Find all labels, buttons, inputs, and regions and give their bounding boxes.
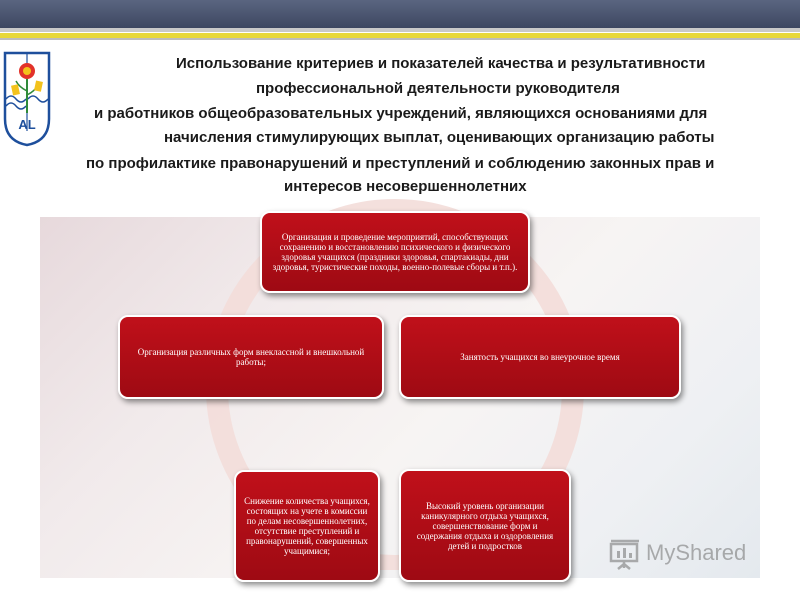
title-line-2: профессиональной деятельности руководителя [256,80,620,97]
title-line-4: начисления стимулирующих выплат, оценивающих организацию работы [164,129,715,146]
box-vacation-recreation: Высокий уровень организации каникулярного отдыха учащихся, совершенствование форм и содержания отдыха и оздоровления детей и подростков [399,469,571,582]
coat-of-arms-logo [3,51,51,147]
watermark [608,538,768,572]
box-offense-reduction: Снижение количества учащихся, состоящих на учете в комиссии по делам несовершеннолетних, отсутствие преступлений и правонарушений, совершенных учащимися; [234,470,380,582]
watermark-text: MyShared [646,540,747,565]
title-line-3: и работников общеобразовательных учреждений, являющихся основаниями для [94,105,708,122]
svg-text:AL: AL [18,117,36,132]
box-health-events: Организация и проведение мероприятий, способствующих сохранению и восстановлению психического и физического здоровья учащихся (праздники здоровья, спартакиады, дни здоровья, туристические походы, военно-полевые сборы и т.п.). [260,211,530,293]
box-after-school-employment: Занятость учащихся во внеурочное время [399,315,681,399]
box-extracurricular-work: Организация различных форм внеклассной и внешкольной работы; [118,315,384,399]
title-line-1: Использование критериев и показателей качества и результативности [176,55,706,72]
title-line-5: по профилактике правонарушений и преступлений и соблюдению законных прав и [86,155,715,172]
presentation-icon [608,538,642,572]
title-line-6: интересов несовершеннолетних [284,178,527,195]
